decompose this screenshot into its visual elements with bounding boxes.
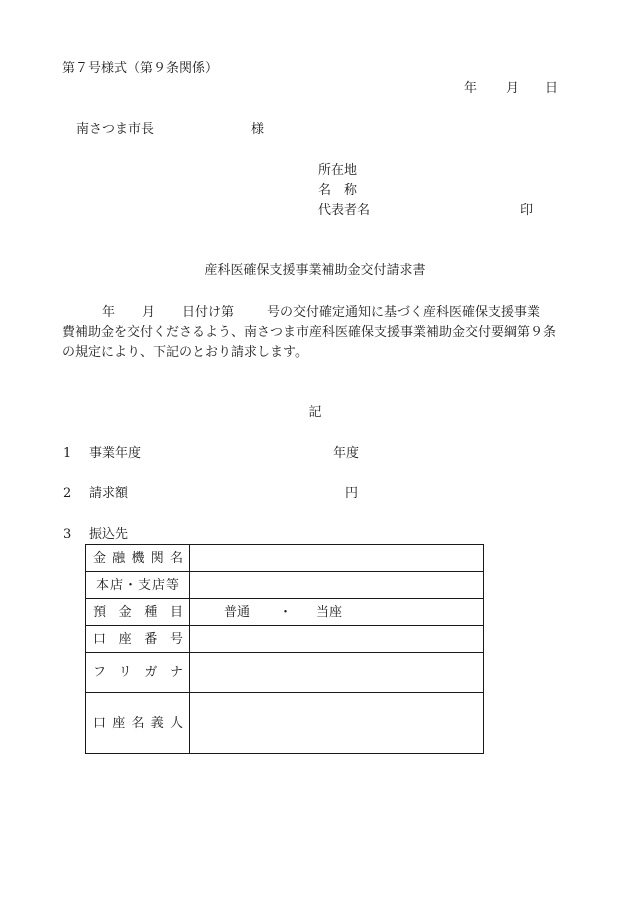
seal-mark: 印 bbox=[520, 203, 534, 218]
ki-heading: 記 bbox=[308, 405, 322, 420]
company-name-label: 名 称 bbox=[318, 183, 358, 198]
address-label: 所在地 bbox=[318, 163, 358, 178]
table-row bbox=[86, 545, 484, 572]
table-row bbox=[86, 653, 484, 693]
account-holder-label: 口 座 名 義 人 bbox=[86, 693, 190, 754]
addressee-honorific: 様 bbox=[251, 122, 265, 137]
addressee-name: 南さつま市長 bbox=[76, 122, 155, 137]
deposit-type-current: 当座 bbox=[316, 604, 343, 620]
bank-info-table bbox=[85, 544, 484, 754]
deposit-type-field[interactable] bbox=[190, 599, 484, 626]
body-line-1: 年 月 日付け第 号の交付確定通知に基づく産科医確保支援事業 bbox=[102, 305, 541, 320]
body-line-2: 費補助金を交付くださるよう、南さつま市産科医確保支援事業補助金交付要綱第９条 bbox=[62, 325, 557, 340]
item-label-transfer-destination: 振込先 bbox=[89, 527, 129, 542]
account-number-field[interactable] bbox=[190, 626, 484, 653]
item-number-2: 2 bbox=[63, 486, 72, 501]
date-month-label: 月 bbox=[506, 81, 520, 96]
item-label-fiscal-year: 事業年度 bbox=[89, 446, 142, 461]
table-row bbox=[86, 572, 484, 599]
branch-label: 本店・支店等 bbox=[86, 572, 190, 599]
date-day-label: 日 bbox=[545, 81, 559, 96]
bank-name-label: 金 融 機 関 名 bbox=[86, 545, 190, 572]
deposit-type-separator: ・ bbox=[279, 604, 293, 620]
deposit-type-label: 預 金 種 目 bbox=[86, 599, 190, 626]
item-value-claim-amount: 円 bbox=[345, 486, 359, 501]
table-row bbox=[86, 693, 484, 754]
date-year-label: 年 bbox=[464, 81, 478, 96]
form-number: 第７号様式（第９条関係） bbox=[62, 61, 219, 76]
branch-field[interactable] bbox=[190, 572, 484, 599]
representative-label: 代表者名 bbox=[318, 203, 371, 218]
item-label-claim-amount: 請求額 bbox=[89, 486, 129, 501]
furigana-field[interactable] bbox=[190, 653, 484, 693]
item-number-1: 1 bbox=[63, 446, 72, 461]
table-row bbox=[86, 626, 484, 653]
account-number-label: 口 座 番 号 bbox=[86, 626, 190, 653]
deposit-type-ordinary: 普通 bbox=[224, 604, 251, 620]
bank-name-field[interactable] bbox=[190, 545, 484, 572]
item-value-fiscal-year: 年度 bbox=[333, 446, 360, 461]
document-title: 産科医確保支援事業補助金交付請求書 bbox=[204, 263, 426, 278]
item-number-3: 3 bbox=[63, 527, 72, 542]
furigana-label: フ リ ガ ナ bbox=[86, 653, 190, 693]
body-line-3: の規定により、下記のとおり請求します。 bbox=[62, 345, 308, 360]
account-holder-field[interactable] bbox=[190, 693, 484, 754]
table-row bbox=[86, 599, 484, 626]
